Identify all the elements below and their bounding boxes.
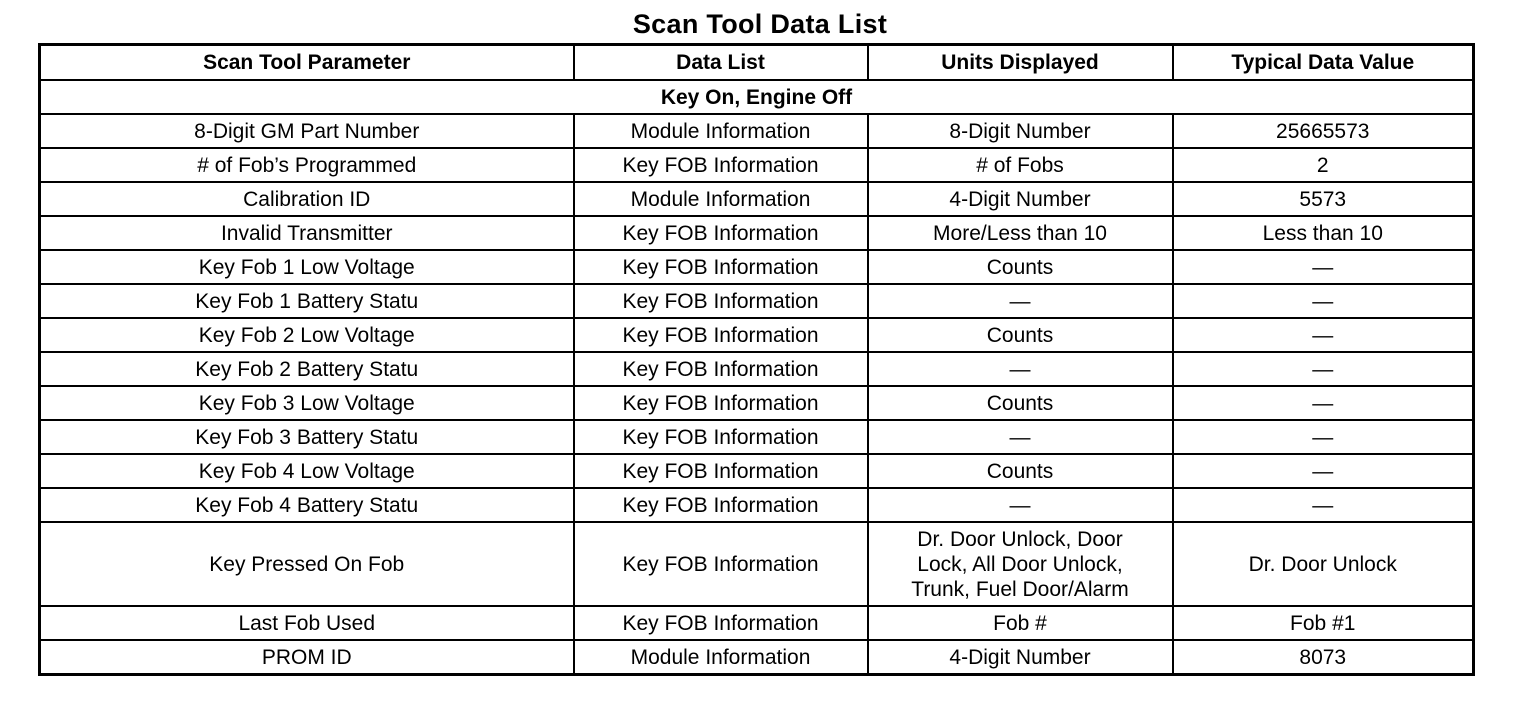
cell-typical-value: —: [1173, 488, 1474, 522]
cell-parameter: Key Fob 2 Battery Statu: [40, 352, 574, 386]
cell-data-list: Module Information: [574, 182, 868, 216]
cell-parameter: Key Fob 3 Low Voltage: [40, 386, 574, 420]
section-row: [40, 80, 1474, 114]
cell-data-list: Key FOB Information: [574, 284, 868, 318]
cell-parameter: PROM ID: [40, 640, 574, 675]
cell-parameter: Key Fob 3 Battery Statu: [40, 420, 574, 454]
cell-typical-value: Dr. Door Unlock: [1173, 522, 1474, 606]
table-row: [40, 250, 1474, 284]
cell-parameter: Key Fob 1 Battery Statu: [40, 284, 574, 318]
cell-units: 4-Digit Number: [868, 640, 1173, 675]
table-row: [40, 386, 1474, 420]
table-row: [40, 148, 1474, 182]
cell-units: Counts: [868, 318, 1173, 352]
cell-data-list: Key FOB Information: [574, 420, 868, 454]
cell-parameter: Key Fob 1 Low Voltage: [40, 250, 574, 284]
cell-typical-value: 25665573: [1173, 114, 1474, 148]
cell-data-list: Module Information: [574, 114, 868, 148]
cell-data-list: Key FOB Information: [574, 250, 868, 284]
table-row: [40, 606, 1474, 640]
cell-data-list: Key FOB Information: [574, 522, 868, 606]
table-row: [40, 114, 1474, 148]
scan-tool-data-table: [38, 43, 1475, 676]
cell-parameter: Calibration ID: [40, 182, 574, 216]
cell-typical-value: 8073: [1173, 640, 1474, 675]
cell-units: —: [868, 352, 1173, 386]
cell-units: 4-Digit Number: [868, 182, 1173, 216]
cell-units: —: [868, 284, 1173, 318]
section-header: Key On, Engine Off: [40, 80, 1474, 114]
cell-typical-value: —: [1173, 318, 1474, 352]
cell-typical-value: Fob #1: [1173, 606, 1474, 640]
cell-data-list: Key FOB Information: [574, 216, 868, 250]
cell-typical-value: —: [1173, 420, 1474, 454]
cell-units: Fob #: [868, 606, 1173, 640]
cell-parameter: Key Pressed On Fob: [40, 522, 574, 606]
column-header-units: Units Displayed: [868, 45, 1173, 81]
cell-data-list: Key FOB Information: [574, 318, 868, 352]
cell-data-list: Key FOB Information: [574, 488, 868, 522]
column-header-parameter: Scan Tool Parameter: [40, 45, 574, 81]
cell-data-list: Key FOB Information: [574, 386, 868, 420]
cell-units: Counts: [868, 250, 1173, 284]
cell-data-list: Module Information: [574, 640, 868, 675]
table-row: [40, 216, 1474, 250]
cell-parameter: Key Fob 4 Low Voltage: [40, 454, 574, 488]
column-header-data-list: Data List: [574, 45, 868, 81]
cell-units: # of Fobs: [868, 148, 1173, 182]
cell-units: 8-Digit Number: [868, 114, 1173, 148]
cell-parameter: Key Fob 4 Battery Statu: [40, 488, 574, 522]
table-row: [40, 522, 1474, 606]
page-title: Scan Tool Data List: [632, 9, 888, 39]
cell-parameter: # of Fob’s Programmed: [40, 148, 574, 182]
cell-typical-value: 5573: [1173, 182, 1474, 216]
cell-typical-value: Less than 10: [1173, 216, 1474, 250]
table-row: [40, 318, 1474, 352]
cell-parameter: Last Fob Used: [40, 606, 574, 640]
cell-typical-value: —: [1173, 284, 1474, 318]
cell-typical-value: —: [1173, 352, 1474, 386]
cell-units: —: [868, 420, 1173, 454]
table-row: [40, 640, 1474, 675]
cell-units: —: [868, 488, 1173, 522]
column-header-typical-value: Typical Data Value: [1173, 45, 1474, 81]
table-row: [40, 488, 1474, 522]
cell-data-list: Key FOB Information: [574, 352, 868, 386]
cell-parameter: 8-Digit GM Part Number: [40, 114, 574, 148]
table-row: [40, 454, 1474, 488]
table-row: [40, 284, 1474, 318]
cell-parameter: Invalid Transmitter: [40, 216, 574, 250]
cell-data-list: Key FOB Information: [574, 454, 868, 488]
table-row: [40, 420, 1474, 454]
cell-typical-value: —: [1173, 386, 1474, 420]
cell-parameter: Key Fob 2 Low Voltage: [40, 318, 574, 352]
header-row: [40, 45, 1474, 81]
cell-units: Counts: [868, 454, 1173, 488]
cell-data-list: Key FOB Information: [574, 148, 868, 182]
cell-units: Counts: [868, 386, 1173, 420]
cell-typical-value: —: [1173, 454, 1474, 488]
cell-data-list: Key FOB Information: [574, 606, 868, 640]
cell-units: Dr. Door Unlock, Door Lock, All Door Unlock, Trunk, Fuel Door/Alarm: [868, 522, 1173, 606]
cell-typical-value: 2: [1173, 148, 1474, 182]
cell-units: More/Less than 10: [868, 216, 1173, 250]
cell-typical-value: —: [1173, 250, 1474, 284]
table-row: [40, 352, 1474, 386]
table-row: [40, 182, 1474, 216]
